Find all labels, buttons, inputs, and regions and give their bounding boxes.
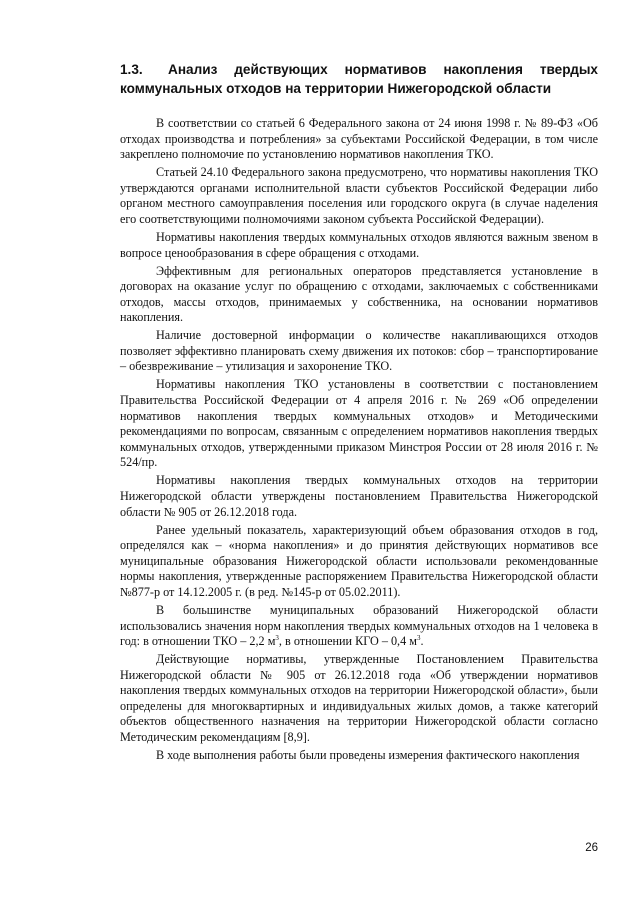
paragraph-4: Эффективным для региональных операторов представляется установление в договорах на оказание услуг по обращению с отходами, заключаемых с собственниками отходов, массы отходов, принимаемых у собственника, на основании нормативов накопления. bbox=[120, 263, 598, 325]
section-number: 1.3. bbox=[120, 62, 143, 77]
paragraph-11: В ходе выполнения работы были проведены измерения фактического накопления bbox=[156, 748, 580, 763]
section-title: Анализ действующих нормативов накопления твердых коммунальных отходов на территории Нижегородской области bbox=[120, 62, 598, 96]
superscript-cubic: 3 bbox=[275, 634, 279, 643]
body-text bbox=[120, 116, 598, 764]
paragraph-9-mid: , в отношении КГО – 0,4 м bbox=[278, 634, 417, 649]
paragraph-10: Действующие нормативы, утвержденные Постановлением Правительства Нижегородской области № 905 от 26.12.2018 года «Об утверждении нормативов накопления твердых коммунальных отходов на территории Нижегородской области», были определены для многоквартирных и индивидуальных жилых домов, а также категорий объектов общественного назначения на территории Нижегородской области согласно Методическим рекомендациям [8,9]. bbox=[120, 652, 598, 745]
paragraph-1: В соответствии со статьей 6 Федерального закона от 24 июня 1998 г. № 89-ФЗ «Об отходах производства и потребления» за субъектами Российской Федерации, в том числе закреплено полномочие по установлению нормативов накопления ТКО. bbox=[120, 116, 598, 162]
paragraph-9 bbox=[120, 603, 598, 650]
superscript-cubic: 3 bbox=[416, 634, 421, 643]
section-heading bbox=[120, 60, 598, 98]
paragraph-3: Нормативы накопления твердых коммунальных отходов являются важным звеном в вопросе ценообразования в сфере обращения с отходами. bbox=[120, 229, 598, 260]
paragraph-6: Нормативы накопления ТКО установлены в соответствии с постановлением Правительства Российской Федерации от 4 апреля 2016 г. № 269 «Об определении нормативов накопления твердых коммунальных отходов» и Методическими рекомендациями по вопросам, связанным с определением нормативов накопления твердых коммунальных отходов, утвержденными приказом Минстроя России от 28 июля 2016 г. № 524/пр. bbox=[120, 377, 598, 470]
paragraph-7: Нормативы накопления твердых коммунальных отходов на территории Нижегородской области утверждены постановлением Правительства Нижегородской области № 905 от 26.12.2018 года. bbox=[120, 473, 598, 519]
paragraph-2: Статьей 24.10 Федерального закона предусмотрено, что нормативы накопления ТКО утверждаются органами исполнительной власти субъектов Российской Федерации либо органом местного самоуправления поселения или городского округа (в случае наделения его соответствующими полномочиями законом субъекта Российской Федерации). bbox=[120, 165, 598, 226]
page-number: 26 bbox=[585, 842, 598, 854]
paragraph-9-end: . bbox=[420, 634, 424, 649]
paragraph-8: Ранее удельный показатель, характеризующий объем образования отходов в год, определялся как – «норма накопления» и до принятия действующих нормативов все муниципальные образования Нижегородской области использовали рекомендованные нормы накопления, утвержденные распоряжением Правительства Нижегородской области №877-р от 14.12.2005 г. (в ред. №145-р от 05.02.2011). bbox=[120, 522, 598, 599]
paragraph-5: Наличие достоверной информации о количестве накапливающихся отходов позволяет эффективно планировать схему движения их потоков: сбор – транспортирование – обезвреживание – утилизация и захоронение ТКО. bbox=[120, 328, 598, 374]
paragraph-9-text: В большинстве муниципальных образований Нижегородской области использовались значения норм накопления твердых коммунальных отходов на 1 человека в год: в отношении ТКО – 2,2 м bbox=[120, 602, 598, 649]
